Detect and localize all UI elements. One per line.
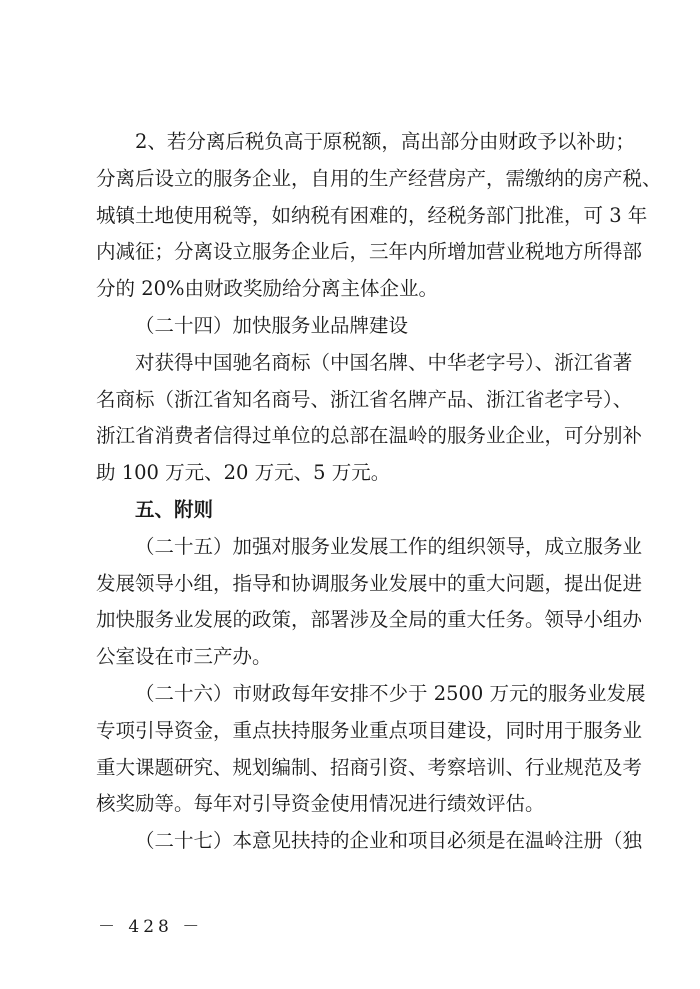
page-number: － 428 － [98,917,204,937]
text-line: 发展领导小组，指导和协调服务业发展中的重大问题，提出促进 [96,571,643,595]
chapter-heading: 五、附则 [135,497,214,521]
text-line: 分的 20%由财政奖励给分离主体企业。 [96,277,439,301]
body-text [96,124,662,860]
text-line: 2、若分离后税负高于原税额，高出部分由财政予以补助； [135,130,635,153]
section-heading: （二十四）加快服务业品牌建设 [135,313,409,337]
text-line: 内减征；分离设立服务企业后，三年内所增加营业税地方所得部 [96,240,643,264]
text-line: 公室设在市三产办。 [96,645,272,669]
text-line: 对获得中国驰名商标（中国名牌、中华老字号）、浙江省著 [135,350,633,374]
text-line: 助 100 万元、20 万元、5 万元。 [96,461,391,485]
text-line: （二十七）本意见扶持的企业和项目必须是在温岭注册（独 [135,829,643,853]
text-line: （二十六）市财政每年安排不少于 2500 万元的服务业发展 [135,681,646,705]
text-line: 名商标（浙江省知名商号、浙江省名牌产品、浙江省老字号）、 [96,387,633,411]
text-line: （二十五）加强对服务业发展工作的组织领导，成立服务业 [135,534,643,558]
text-line: 浙江省消费者信得过单位的总部在温岭的服务业企业，可分别补 [96,424,643,448]
text-line: 专项引导资金，重点扶持服务业重点项目建设，同时用于服务业 [96,718,643,742]
text-line: 分离后设立的服务企业，自用的生产经营房产，需缴纳的房产税、 [96,166,662,190]
text-line: 城镇土地使用税等，如纳税有困难的，经税务部门批准，可 3 年 [96,203,648,227]
text-line: 核奖励等。每年对引导资金使用情况进行绩效评估。 [96,792,545,816]
text-line: 重大课题研究、规划编制、招商引资、考察培训、行业规范及考 [96,755,643,779]
text-line: 加快服务业发展的政策，部署涉及全局的重大任务。领导小组办 [96,608,643,632]
